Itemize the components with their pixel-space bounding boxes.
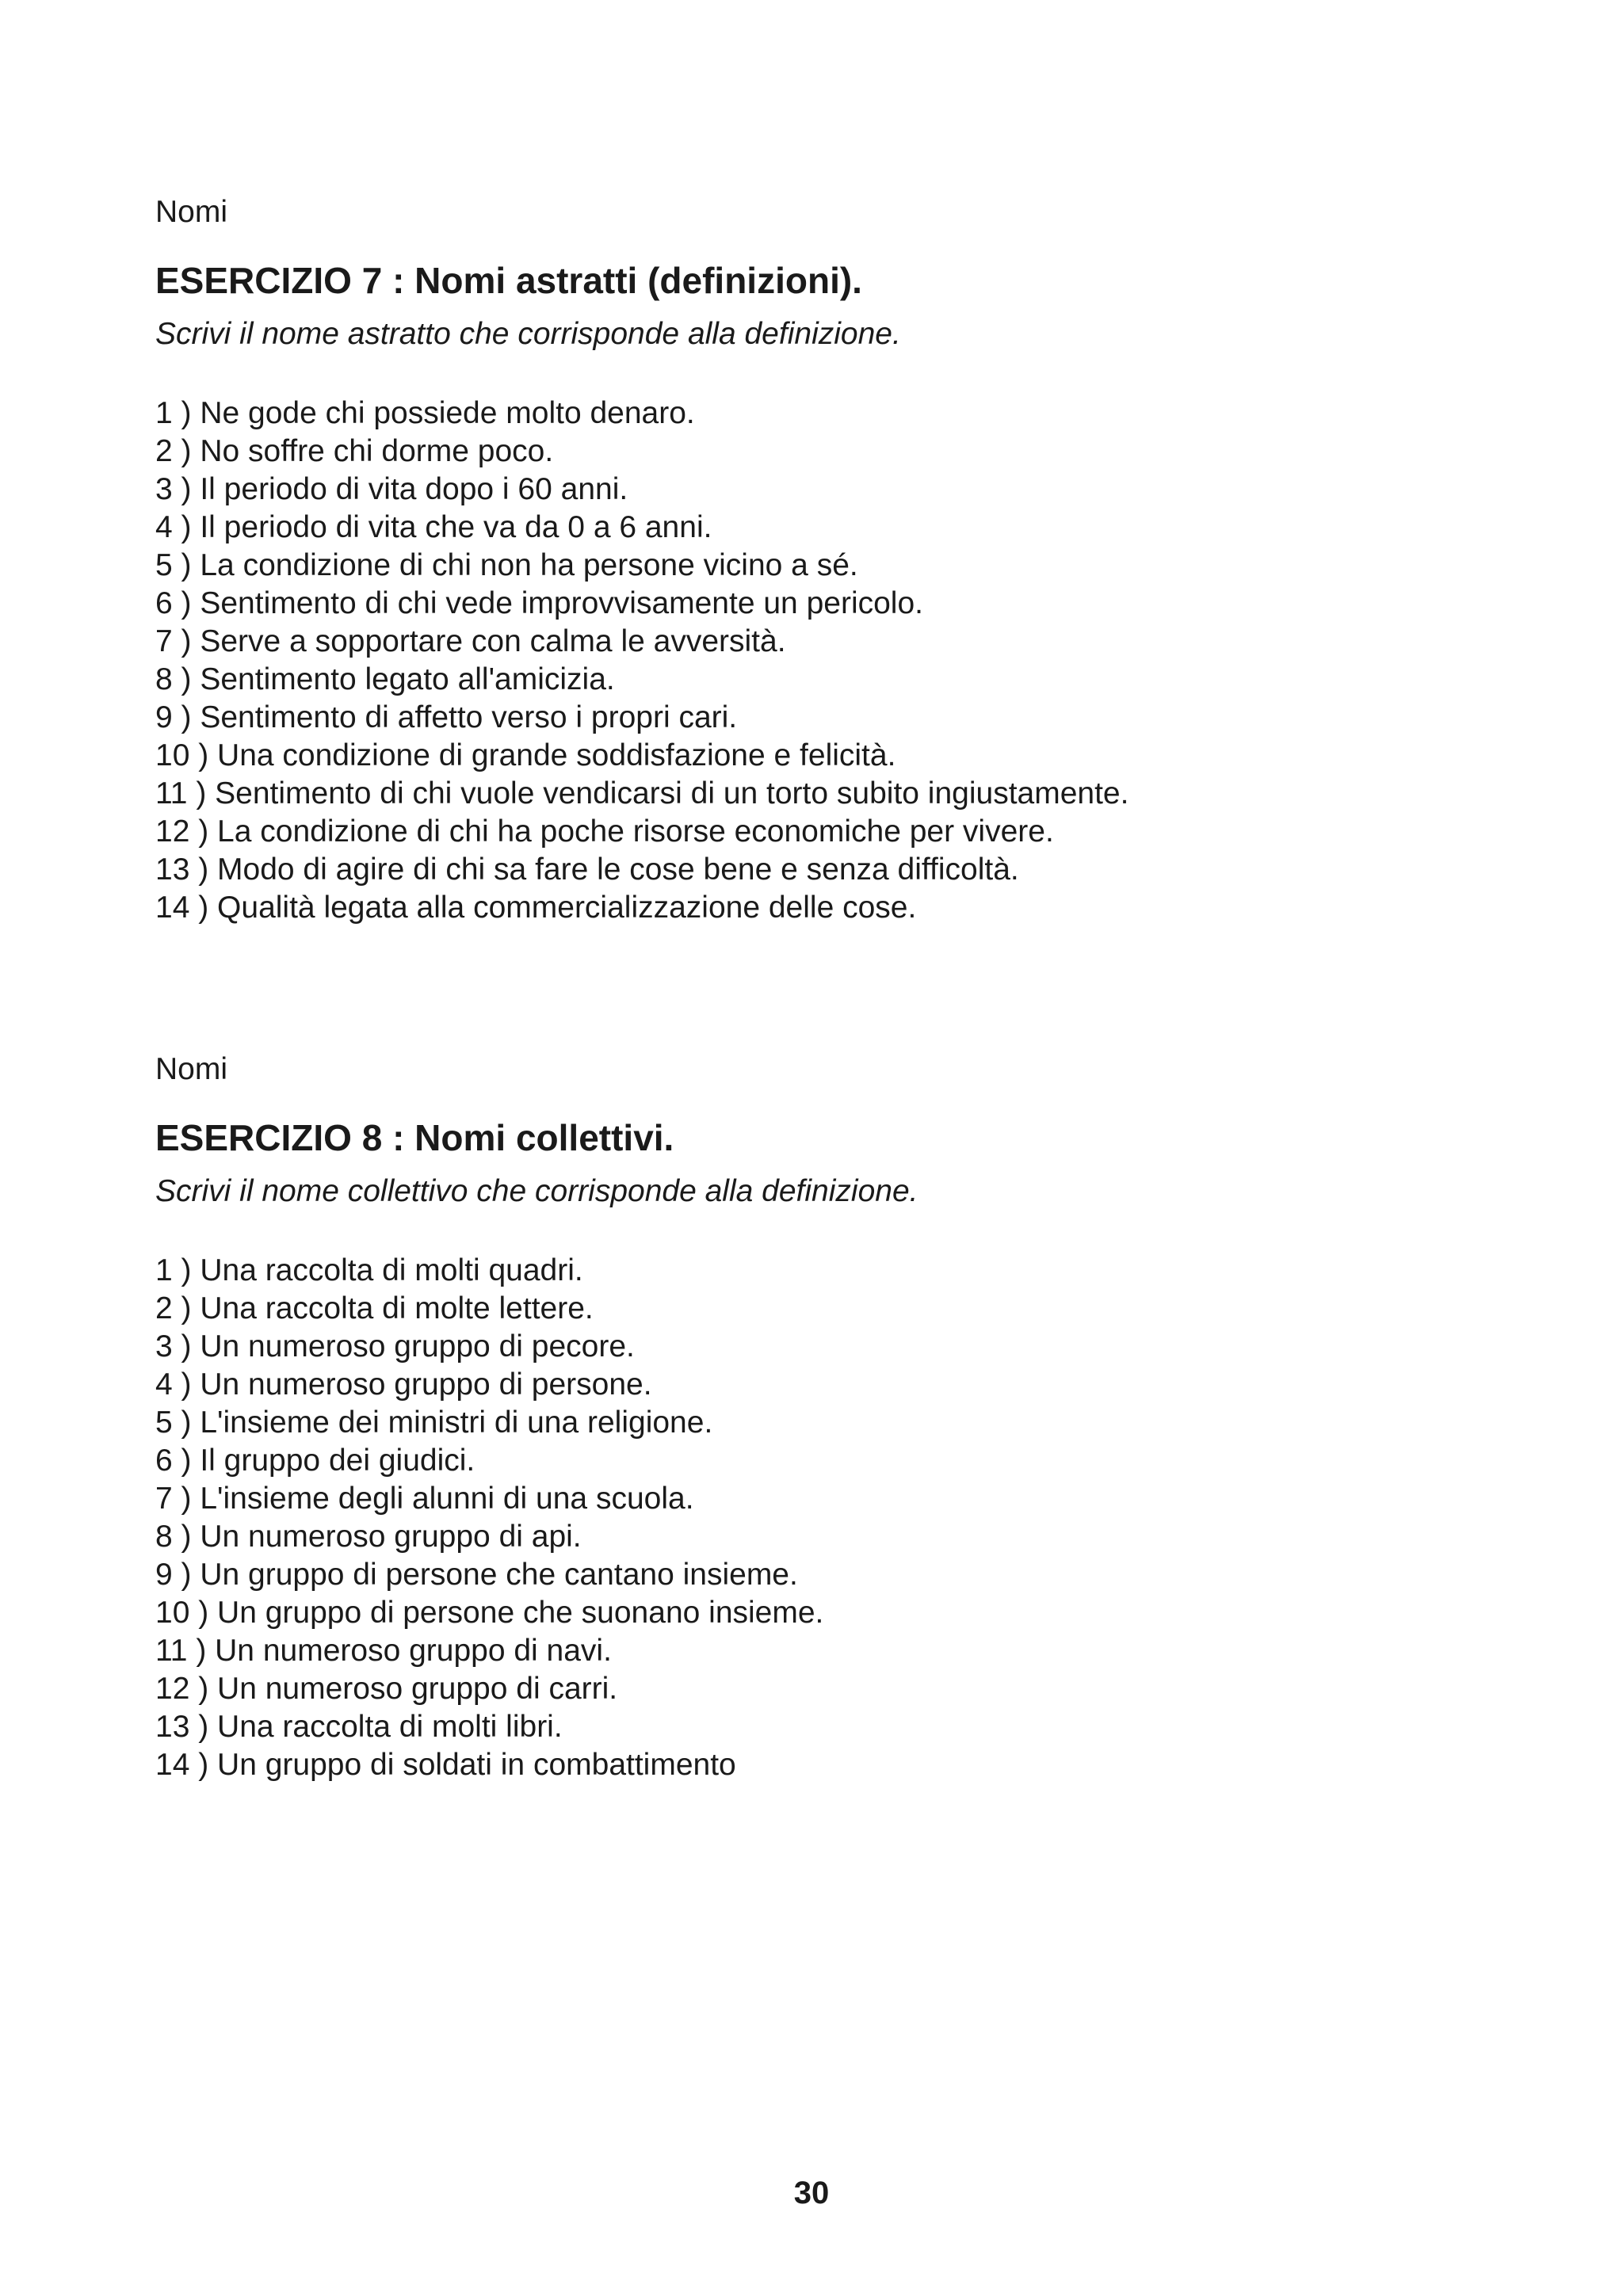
list-item: 4 ) Un numeroso gruppo di persone. <box>155 1367 652 1402</box>
list-item: 1 ) Una raccolta di molti quadri. <box>155 1253 583 1287</box>
category-label: Nomi <box>155 195 228 229</box>
list-item: 6 ) Il gruppo dei giudici. <box>155 1444 475 1478</box>
list-item: 3 ) Il periodo di vita dopo i 60 anni. <box>155 472 628 506</box>
exercise-7-item-list <box>155 395 1503 927</box>
list-item: 14 ) Un gruppo di soldati in combattimento <box>155 1748 736 1782</box>
list-item: 5 ) La condizione di chi non ha persone vicino a sé. <box>155 548 858 582</box>
list-item: 2 ) No soffre chi dorme poco. <box>155 434 554 468</box>
list-item: 2 ) Una raccolta di molte lettere. <box>155 1291 594 1325</box>
list-item: 10 ) Un gruppo di persone che suonano insieme. <box>155 1596 824 1630</box>
exercise-instruction: Scrivi il nome collettivo che corrisponde alla definizione. <box>155 1174 918 1208</box>
exercise-7-section <box>155 190 1503 927</box>
list-item: 12 ) Un numeroso gruppo di carri. <box>155 1672 618 1706</box>
list-item: 13 ) Modo di agire di chi sa fare le cose bene e senza difficoltà. <box>155 852 1019 887</box>
list-item: 9 ) Un gruppo di persone che cantano insieme. <box>155 1558 798 1592</box>
page-number: 30 <box>793 2176 830 2210</box>
list-item: 12 ) La condizione di chi ha poche risorse economiche per vivere. <box>155 814 1054 849</box>
list-item: 7 ) L'insieme degli alunni di una scuola. <box>155 1482 694 1516</box>
exercise-title: ESERCIZIO 8 : Nomi collettivi. <box>155 1117 674 1158</box>
list-item: 11 ) Sentimento di chi vuole vendicarsi di un torto subito ingiustamente. <box>155 776 1129 810</box>
exercise-8-section <box>155 1047 1503 1784</box>
exercise-instruction: Scrivi il nome astratto che corrisponde alla definizione. <box>155 317 901 351</box>
list-item: 14 ) Qualità legata alla commercializzazione delle cose. <box>155 891 917 925</box>
list-item: 1 ) Ne gode chi possiede molto denaro. <box>155 396 695 430</box>
list-item: 11 ) Un numeroso gruppo di navi. <box>155 1634 612 1668</box>
list-item: 10 ) Una condizione di grande soddisfazione e felicità. <box>155 738 896 772</box>
list-item: 8 ) Sentimento legato all'amicizia. <box>155 662 615 696</box>
category-label: Nomi <box>155 1052 228 1086</box>
exercise-8-item-list <box>155 1252 1503 1784</box>
list-item: 6 ) Sentimento di chi vede improvvisamente un pericolo. <box>155 586 923 620</box>
list-item: 9 ) Sentimento di affetto verso i propri cari. <box>155 700 738 734</box>
list-item: 3 ) Un numeroso gruppo di pecore. <box>155 1329 635 1363</box>
list-item: 4 ) Il periodo di vita che va da 0 a 6 anni. <box>155 510 712 544</box>
list-item: 13 ) Una raccolta di molti libri. <box>155 1710 563 1744</box>
list-item: 7 ) Serve a sopportare con calma le avversità. <box>155 624 786 658</box>
list-item: 5 ) L'insieme dei ministri di una religione. <box>155 1405 713 1440</box>
list-item: 8 ) Un numeroso gruppo di api. <box>155 1520 582 1554</box>
exercise-title: ESERCIZIO 7 : Nomi astratti (definizioni). <box>155 260 862 301</box>
